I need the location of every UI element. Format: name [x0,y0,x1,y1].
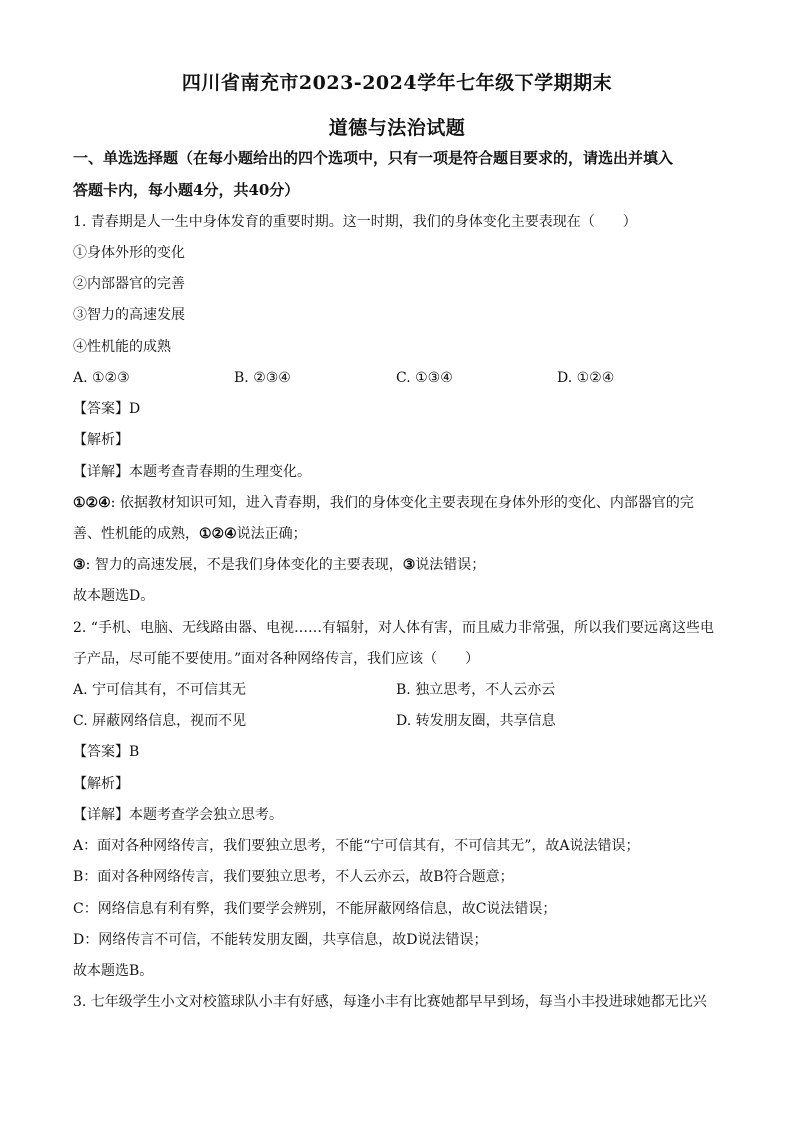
q1-analysis-tag: 【解析】 [73,432,129,448]
q3-stem-line1: 3. 七年级学生小文对校篮球队小丰有好感，每逢小丰有比赛她都早早到场，每当小丰投进球她都无比兴 [73,994,707,1010]
answer-value: B [129,744,140,760]
detail-ref: ①②④ [199,526,237,542]
document-title: 四川省南充市2023-2024学年七年级下学期期末 [181,72,613,94]
q2-detail-a: A：面对各种网络传言，我们要独立思考，不能“宁可信其有，不可信其无”，故A说法错误； [73,838,640,854]
answer-tag: 【答案】 [73,401,129,417]
q2-stem-line2: 子产品，尽可能不要使用。”面对各种网络传言，我们应该（ ） [73,651,480,667]
q1-option-d: D. ①②④ [557,370,615,386]
q2-detail-b: B：面对各种网络传言，我们要独立思考，不人云亦云，故B符合题意； [73,869,514,885]
q1-item-3: ③智力的高速发展 [73,307,185,323]
section-heading-line2: 答题卡内，每小题4分，共40分） [73,181,300,199]
q2-detail-d: D：网络传言不可信，不能转发朋友圈，共享信息，故D说法错误； [73,932,488,948]
q2-answer [73,742,723,762]
q1-option-a: A. ①②③ [73,370,130,386]
q1-detail-a-line1 [73,493,723,513]
q1-detail-intro [73,462,723,482]
document-subtitle: 道德与法治试题 [328,117,466,139]
detail-intro-text: 本题考查学会独立思考。 [129,807,283,823]
detail-text: 说法错误； [415,557,486,573]
detail-label: ①②④ [73,495,111,511]
detail-label: ③ [73,557,86,573]
detail-text: : 依据教材知识可知，进入青春期，我们的身体变化主要表现在身体外形的变化、内部器官的完 [110,495,694,511]
detail-tag: 【详解】 [73,807,129,823]
detail-text: : 智力的高速发展，不是我们身体变化的主要表现， [85,557,403,573]
q1-answer [73,399,723,419]
section-heading-line1: 一、单选选择题（在每小题给出的四个选项中，只有一项是符合题目要求的，请选出并填入 [73,149,674,167]
detail-text: 善、性机能的成熟， [73,526,199,542]
q2-detail-c: C：网络信息有利有弊，我们要学会辨别，不能屏蔽网络信息，故C说法错误； [73,901,557,917]
q1-item-4: ④性机能的成熟 [73,339,171,355]
q1-item-1: ①身体外形的变化 [73,245,185,261]
q2-analysis-tag: 【解析】 [73,776,129,792]
detail-intro-text: 本题考查青春期的生理变化。 [129,464,311,480]
q2-option-c: C. 屏蔽网络信息，视而不见 [73,713,247,729]
q1-stem: 1. 青春期是人一生中身体发育的重要时期。这一时期，我们的身体变化主要表现在（ ） [73,214,637,230]
q2-option-b: B. 独立思考，不人云亦云 [396,682,556,698]
answer-tag: 【答案】 [73,744,129,760]
detail-tag: 【详解】 [73,464,129,480]
detail-text: 说法正确； [236,526,307,542]
q1-detail-b [73,555,723,575]
q1-option-b: B. ②③④ [234,370,291,386]
answer-value: D [129,401,141,417]
q2-option-d: D. 转发朋友圈，共享信息 [396,713,556,729]
q1-detail-a-line2 [73,524,723,544]
q2-option-a: A. 宁可信其有，不可信其无 [73,682,247,698]
detail-ref: ③ [402,557,416,573]
q2-stem-line1: 2. “手机、电脑、无线路由器、电视……有辐射，对人体有害，而且威力非常强，所以我们要远离这些电 [73,620,714,636]
q2-conclusion: 故本题选B。 [73,963,154,979]
q2-detail-intro [73,805,723,825]
q1-option-c: C. ①③④ [396,370,453,386]
q1-conclusion: 故本题选D。 [73,588,155,604]
q1-item-2: ②内部器官的完善 [73,276,185,292]
